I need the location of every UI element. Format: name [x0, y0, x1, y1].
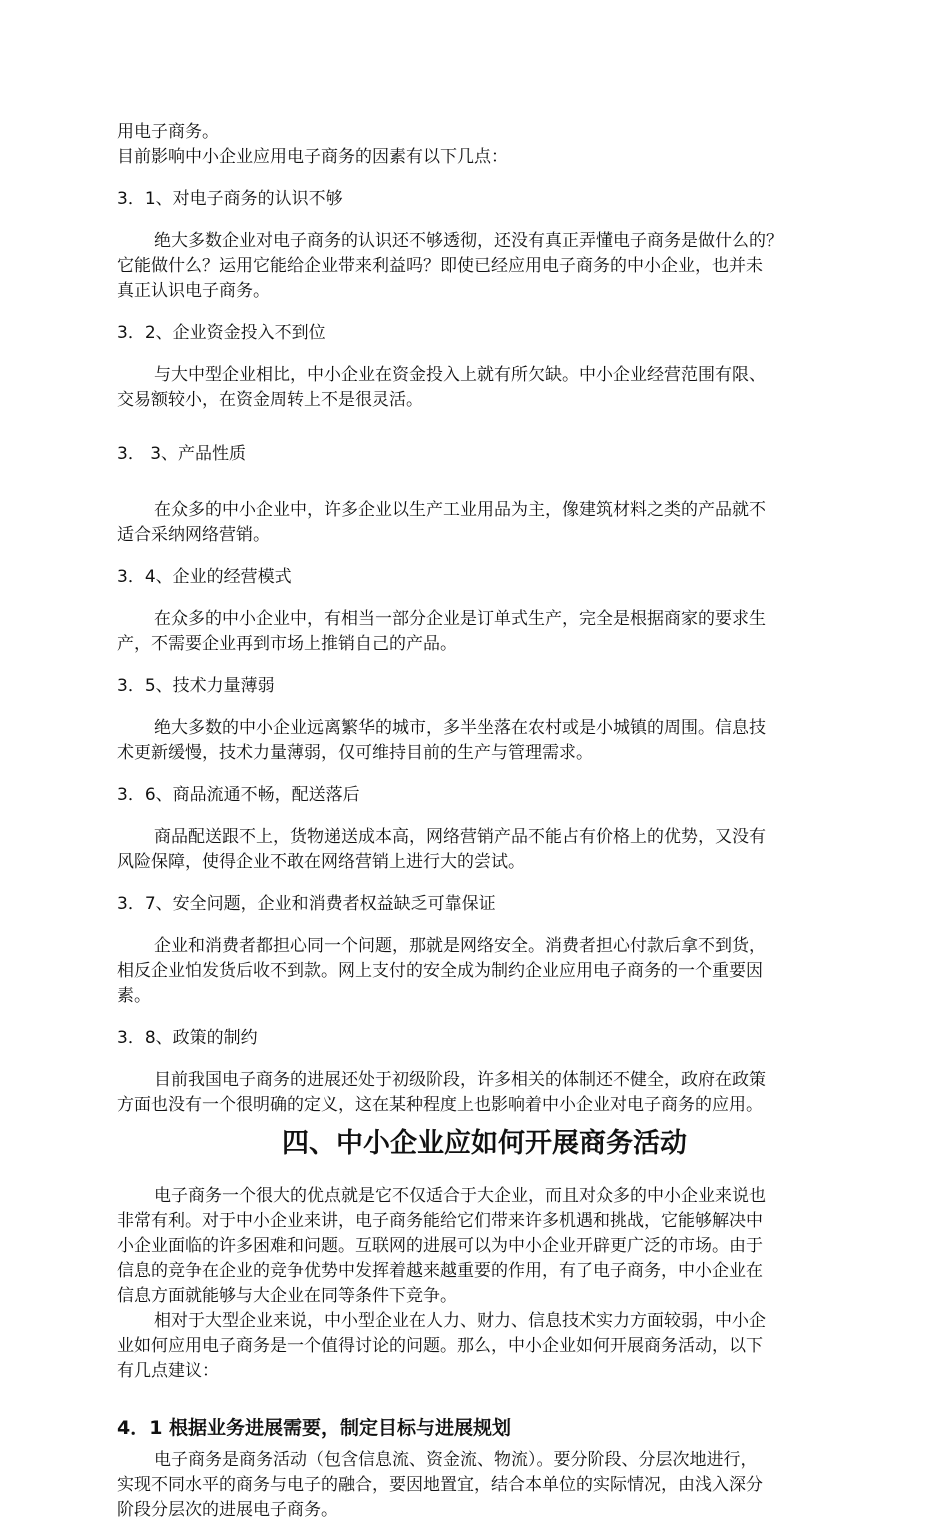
paragraph-line: 真正认识电子商务。: [117, 281, 270, 301]
paragraph-line: 风险保障，使得企业不敢在网络营销上进行大的尝试。: [117, 852, 525, 872]
factor-heading-3-7: 3．7、安全问题，企业和消费者权益缺乏可靠保证: [117, 894, 496, 914]
paragraph-line: 相对于大型企业来说，中小型企业在人力、财力、信息技术实力方面较弱，中小企: [154, 1311, 766, 1331]
paragraph-line: 信息的竞争在企业的竞争优势中发挥着越来越重要的作用，有了电子商务，中小企业在: [117, 1261, 763, 1281]
spacer: [117, 413, 862, 425]
paragraph-line: 术更新缓慢，技术力量薄弱，仅可维持目前的生产与管理需求。: [117, 743, 593, 763]
factor-heading-3-5: 3．5、技术力量薄弱: [117, 676, 275, 696]
paragraph-line: 电子商务一个很大的优点就是它不仅适合于大企业，而且对众多的中小企业来说也: [154, 1186, 766, 1206]
factor-heading-3-6: 3．6、商品流通不畅，配送落后: [117, 785, 360, 805]
paragraph-line: 实现不同水平的商务与电子的融合，要因地置宜，结合本单位的实际情况，由浅入深分: [117, 1475, 763, 1495]
chapter-title: 四、中小企业应如何开展商务活动: [282, 1128, 687, 1159]
paragraph-line: 它能做什么？运用它能给企业带来利益吗？即使已经应用电子商务的中小企业，也并未: [117, 256, 763, 276]
document-page: [117, 120, 862, 1523]
paragraph-line: 产，不需要企业再到市场上推销自己的产品。: [117, 634, 457, 654]
paragraph-line: 商品配送跟不上，货物递送成本高，网络营销产品不能占有价格上的优势，又没有: [154, 827, 766, 847]
paragraph-line: 非常有利。对于中小企业来讲，电子商务能给它们带来许多机遇和挑战，它能够解决中: [117, 1211, 763, 1231]
paragraph-line: 目前我国电子商务的进展还处于初级阶段，许多相关的体制还不健全，政府在政策: [154, 1070, 766, 1090]
paragraph-line: 与大中型企业相比，中小企业在资金投入上就有所欠缺。中小企业经营范围有限、: [154, 365, 766, 385]
intro-line-1: 用电子商务。: [117, 122, 219, 142]
paragraph-line: 方面也没有一个很明确的定义，这在某种程度上也影响着中小企业对电子商务的应用。: [117, 1095, 763, 1115]
factor-heading-3-4: 3．4、企业的经营模式: [117, 567, 292, 587]
spacer: [117, 484, 862, 498]
factor-heading-3-3: 3． 3、产品性质: [117, 444, 247, 464]
paragraph-line: 绝大多数企业对电子商务的认识还不够透彻，还没有真正弄懂电子商务是做什么的？: [154, 231, 783, 251]
section-title-4-1: 4．1 根据业务进展需要，制定目标与进展规划: [117, 1417, 512, 1439]
paragraph-line: 在众多的中小企业中，许多企业以生产工业用品为主，像建筑材料之类的产品就不: [154, 500, 766, 520]
factor-heading-3-2: 3．2、企业资金投入不到位: [117, 323, 326, 343]
paragraph-line: 电子商务是商务活动（包含信息流、资金流、物流）。要分阶段、分层次地进行，: [154, 1450, 758, 1470]
paragraph-line: 阶段分层次的进展电子商务。: [117, 1500, 338, 1520]
paragraph-line: 小企业面临的许多困难和问题。互联网的进展可以为中小企业开辟更广泛的市场。由于: [117, 1236, 763, 1256]
paragraph-line: 交易额较小，在资金周转上不是很灵活。: [117, 390, 423, 410]
paragraph-line: 企业和消费者都担心同一个问题，那就是网络安全。消费者担心付款后拿不到货，: [154, 936, 766, 956]
paragraph-line: 相反企业怕发货后收不到款。网上支付的安全成为制约企业应用电子商务的一个重要因: [117, 961, 763, 981]
paragraph-line: 信息方面就能够与大企业在同等条件下竞争。: [117, 1286, 457, 1306]
paragraph-line: 在众多的中小企业中，有相当一部分企业是订单式生产，完全是根据商家的要求生: [154, 609, 766, 629]
factor-heading-3-8: 3．8、政策的制约: [117, 1028, 258, 1048]
paragraph-line: 适合采纳网络营销。: [117, 525, 270, 545]
paragraph-line: 素。: [117, 986, 151, 1006]
paragraph-line: 有几点建议：: [117, 1361, 219, 1381]
paragraph-line: 业如何应用电子商务是一个值得讨论的问题。那么，中小企业如何开展商务活动，以下: [117, 1336, 763, 1356]
factor-heading-3-1: 3．1、对电子商务的认识不够: [117, 189, 343, 209]
paragraph-line: 绝大多数的中小企业远离繁华的城市，多半坐落在农村或是小城镇的周围。信息技: [154, 718, 766, 738]
intro-line-2: 目前影响中小企业应用电子商务的因素有以下几点：: [117, 147, 508, 167]
